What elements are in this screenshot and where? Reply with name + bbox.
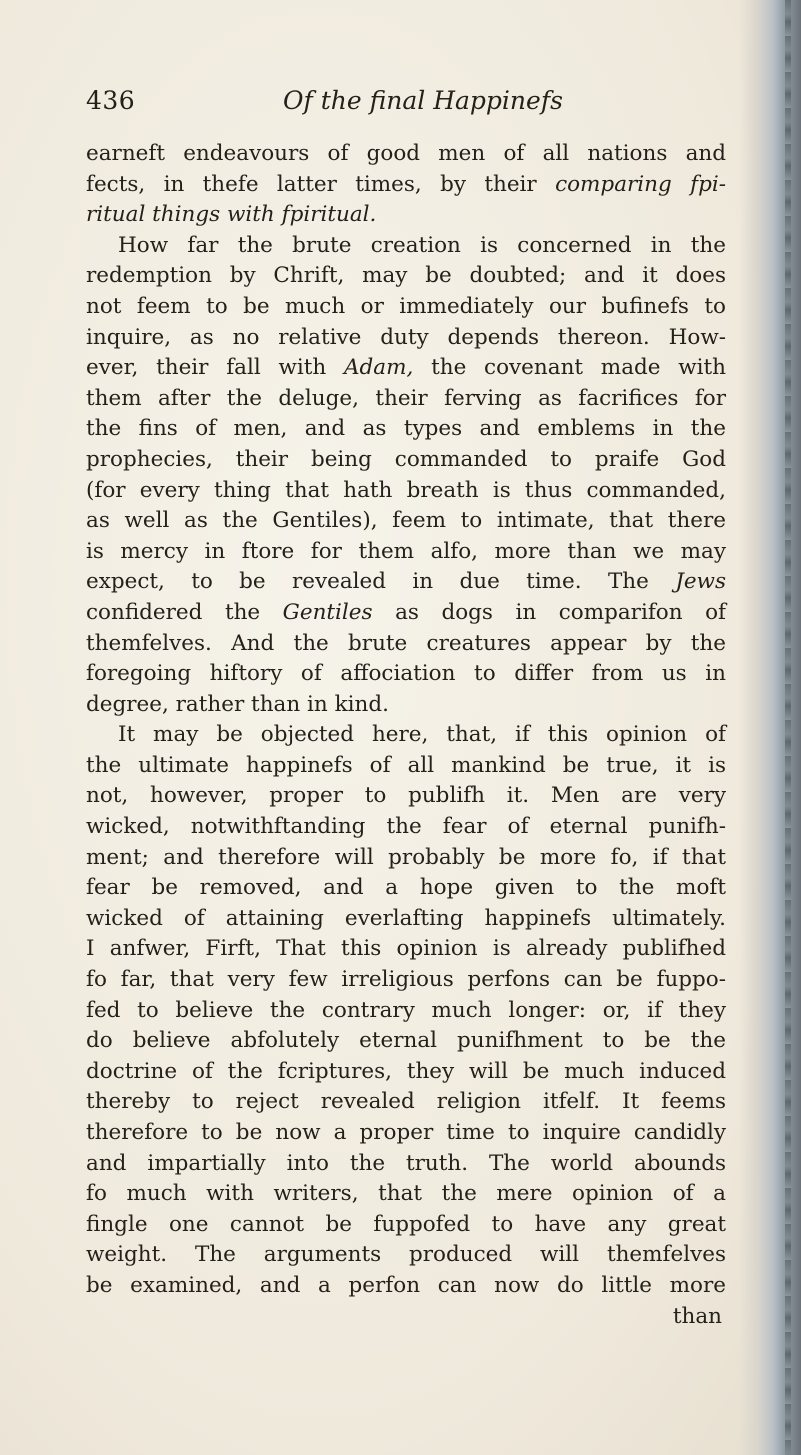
text-segment: wicked of attaining everlafting happinefs ultimately. (86, 905, 726, 931)
text-segment: wicked, notwithftanding the fear of eternal punifh- (86, 814, 726, 840)
text-segment: I anfwer, Firft, That this opinion is already publifhed (86, 936, 726, 962)
text-segment: and impartially into the truth. The world abounds (86, 1150, 726, 1176)
text-segment: themfelves. And the brute creatures appear by the (86, 630, 726, 656)
text-segment: the fins of men, and as types and emblems in the (86, 416, 726, 442)
text-segment: degree, rather than in kind. (86, 691, 389, 717)
text-segment: It may be objected here, that, if this opinion of (118, 722, 726, 748)
book-binding-edge (739, 0, 801, 1455)
text-line (86, 537, 726, 568)
text-segment: the covenant made with (413, 355, 727, 381)
text-line (86, 170, 726, 201)
text-line (86, 1057, 726, 1088)
italic-text-segment: Adam, (344, 355, 414, 381)
text-line (86, 323, 726, 354)
page-number: 436 (86, 86, 136, 115)
text-segment: weight. The arguments produced will themfelves (86, 1242, 726, 1268)
text-segment: fects, in thefe latter times, by their (86, 171, 556, 197)
text-segment: fo much with writers, that the mere opinion of a (86, 1181, 726, 1207)
text-line (86, 996, 726, 1027)
text-segment: expect, to be revealed in due time. The (86, 569, 676, 595)
text-line (86, 1271, 726, 1302)
text-line (86, 231, 726, 262)
text-segment: confidered the (86, 599, 283, 625)
text-segment: fingle one cannot be fuppofed to have any great (86, 1211, 726, 1237)
text-line (86, 353, 726, 384)
text-segment: doctrine of the fcriptures, they will be much induced (86, 1058, 726, 1084)
text-line (86, 414, 726, 445)
text-line (86, 720, 726, 751)
text-line (86, 751, 726, 782)
text-segment: fo far, that very few irreligious perfons can be fuppo- (86, 967, 726, 993)
text-segment: redemption by Chrift, may be doubted; and it does (86, 263, 726, 289)
text-segment: as well as the Gentiles), feem to intimate, that there (86, 508, 726, 534)
text-line (86, 384, 726, 415)
text-line (86, 261, 726, 292)
text-segment: ever, their fall with (86, 355, 344, 381)
text-segment: do believe abfolutely eternal punifhment to be the (86, 1028, 726, 1054)
text-line (86, 629, 726, 660)
italic-text-segment: Jews (675, 569, 726, 595)
text-line (86, 1179, 726, 1210)
text-segment: ment; and therefore will probably be more fo, if that (86, 844, 726, 870)
text-segment: is mercy in ftore for them alfo, more than we may (86, 538, 726, 564)
italic-text-segment: comparing fpi- (555, 171, 726, 197)
text-line (86, 1240, 726, 1271)
text-line (86, 659, 726, 690)
text-line (86, 567, 726, 598)
text-line (86, 934, 726, 965)
catchword: than (672, 1303, 722, 1329)
text-line (86, 1026, 726, 1057)
text-segment: earneft endeavours of good men of all nations and (86, 141, 726, 166)
text-segment: not feem to be much or immediately our bufinefs to (86, 293, 726, 319)
text-line (86, 1210, 726, 1241)
text-line (86, 904, 726, 935)
text-line (86, 1149, 726, 1180)
text-line (86, 873, 726, 904)
text-line (86, 445, 726, 476)
text-line (86, 506, 726, 537)
text-segment: not, however, proper to publifh it. Men are very (86, 783, 726, 809)
text-segment: How far the brute creation is concerned in the (118, 232, 726, 258)
text-line (86, 690, 726, 721)
text-segment: as dogs in comparifon of (372, 599, 726, 625)
text-line (86, 812, 726, 843)
text-line (86, 1118, 726, 1149)
text-segment: them after the deluge, their ferving as facrifices for (86, 385, 726, 411)
text-line (86, 598, 726, 629)
text-line (86, 781, 726, 812)
text-segment: (for every thing that hath breath is thus commanded, (86, 477, 726, 503)
text-segment: the ultimate happinefs of all mankind be true, it is (86, 752, 726, 778)
text-segment: foregoing hiftory of affociation to differ from us in (86, 661, 726, 687)
italic-text-segment: Gentiles (282, 599, 373, 625)
text-line (86, 139, 726, 170)
page-header (86, 86, 726, 126)
body-text (86, 139, 726, 1332)
text-line (86, 1087, 726, 1118)
text-line (86, 843, 726, 874)
text-line (86, 965, 726, 996)
text-segment: thereby to reject revealed religion itfelf. It feems (86, 1089, 726, 1115)
italic-text-segment: ritual things with fpiritual. (86, 202, 377, 228)
text-segment: prophecies, their being commanded to praife God (86, 446, 726, 472)
text-line (86, 476, 726, 507)
text-segment: fear be removed, and a hope given to the moft (86, 875, 726, 901)
text-segment: be examined, and a perfon can now do little more (86, 1272, 726, 1298)
text-segment: fed to believe the contrary much longer: or, if they (86, 997, 726, 1023)
text-segment: inquire, as no relative duty depends thereon. How- (86, 324, 726, 350)
text-line (86, 200, 726, 231)
text-segment: therefore to be now a proper time to inquire candidly (86, 1120, 726, 1145)
running-title: Of the final Happinefs (283, 86, 563, 115)
text-line (86, 292, 726, 323)
